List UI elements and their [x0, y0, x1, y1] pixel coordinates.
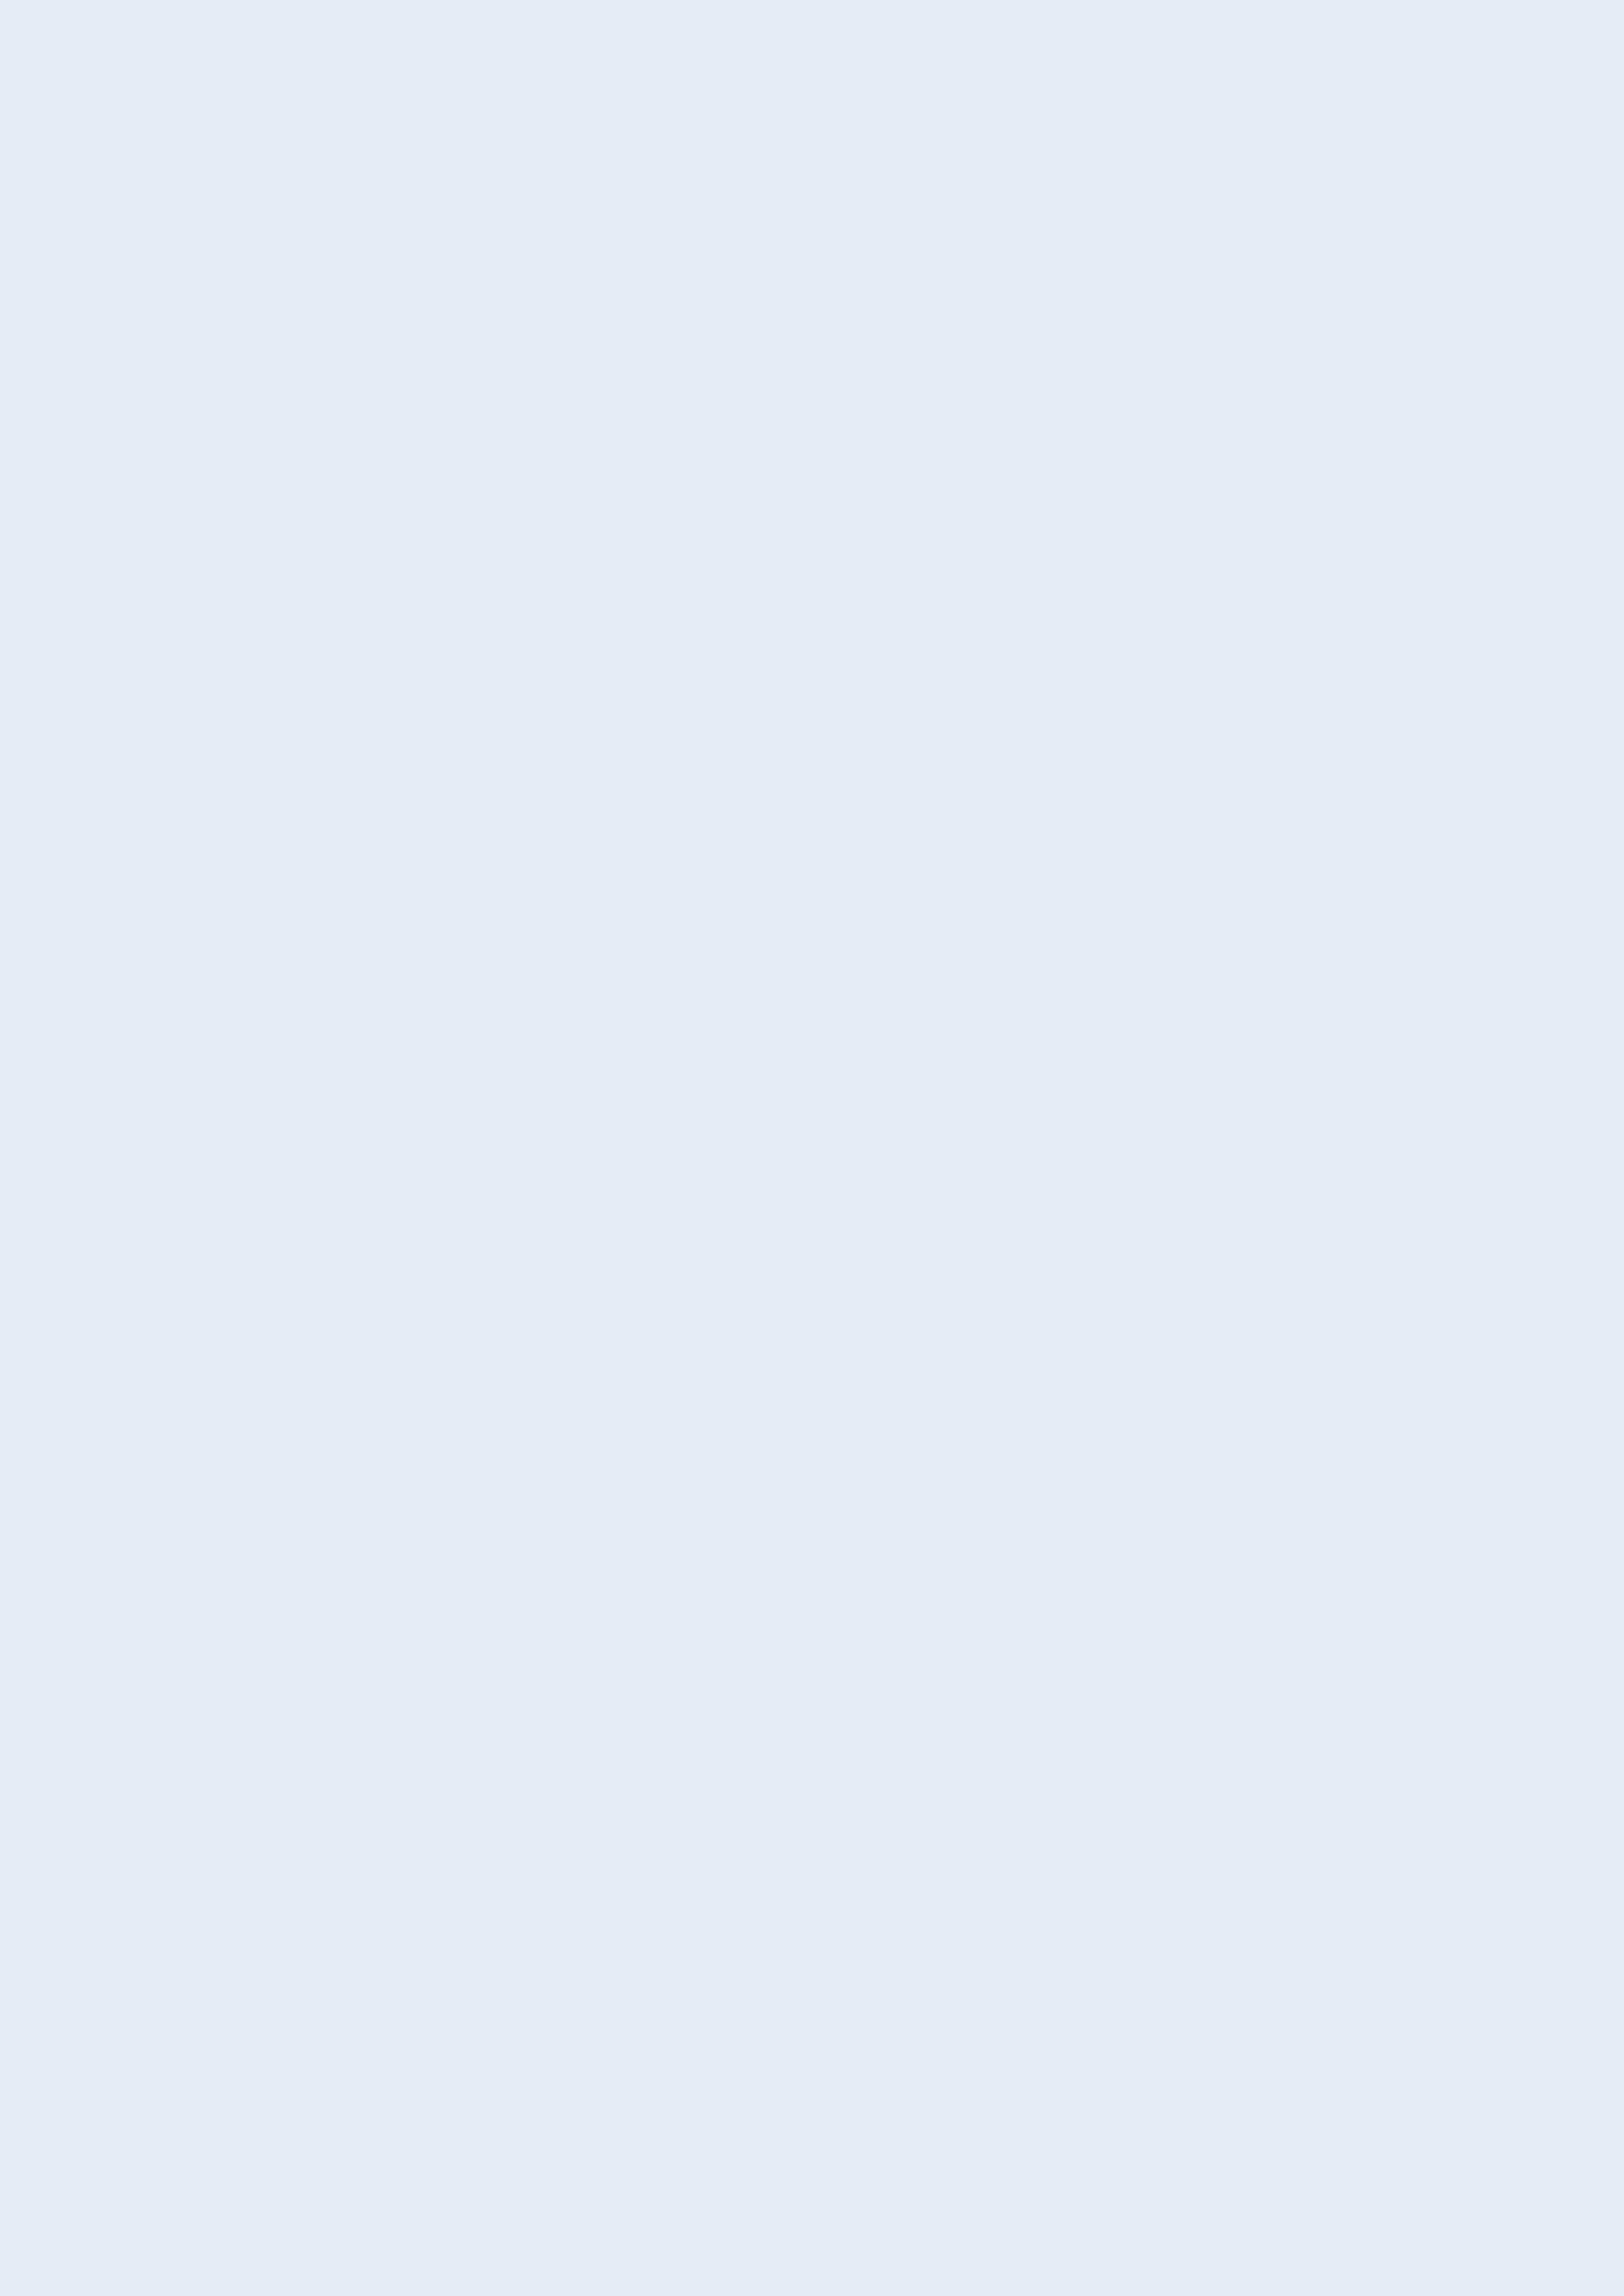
paragraph-question	[197, 197, 1430, 236]
document-content	[197, 155, 1430, 314]
article-body	[197, 197, 1430, 314]
